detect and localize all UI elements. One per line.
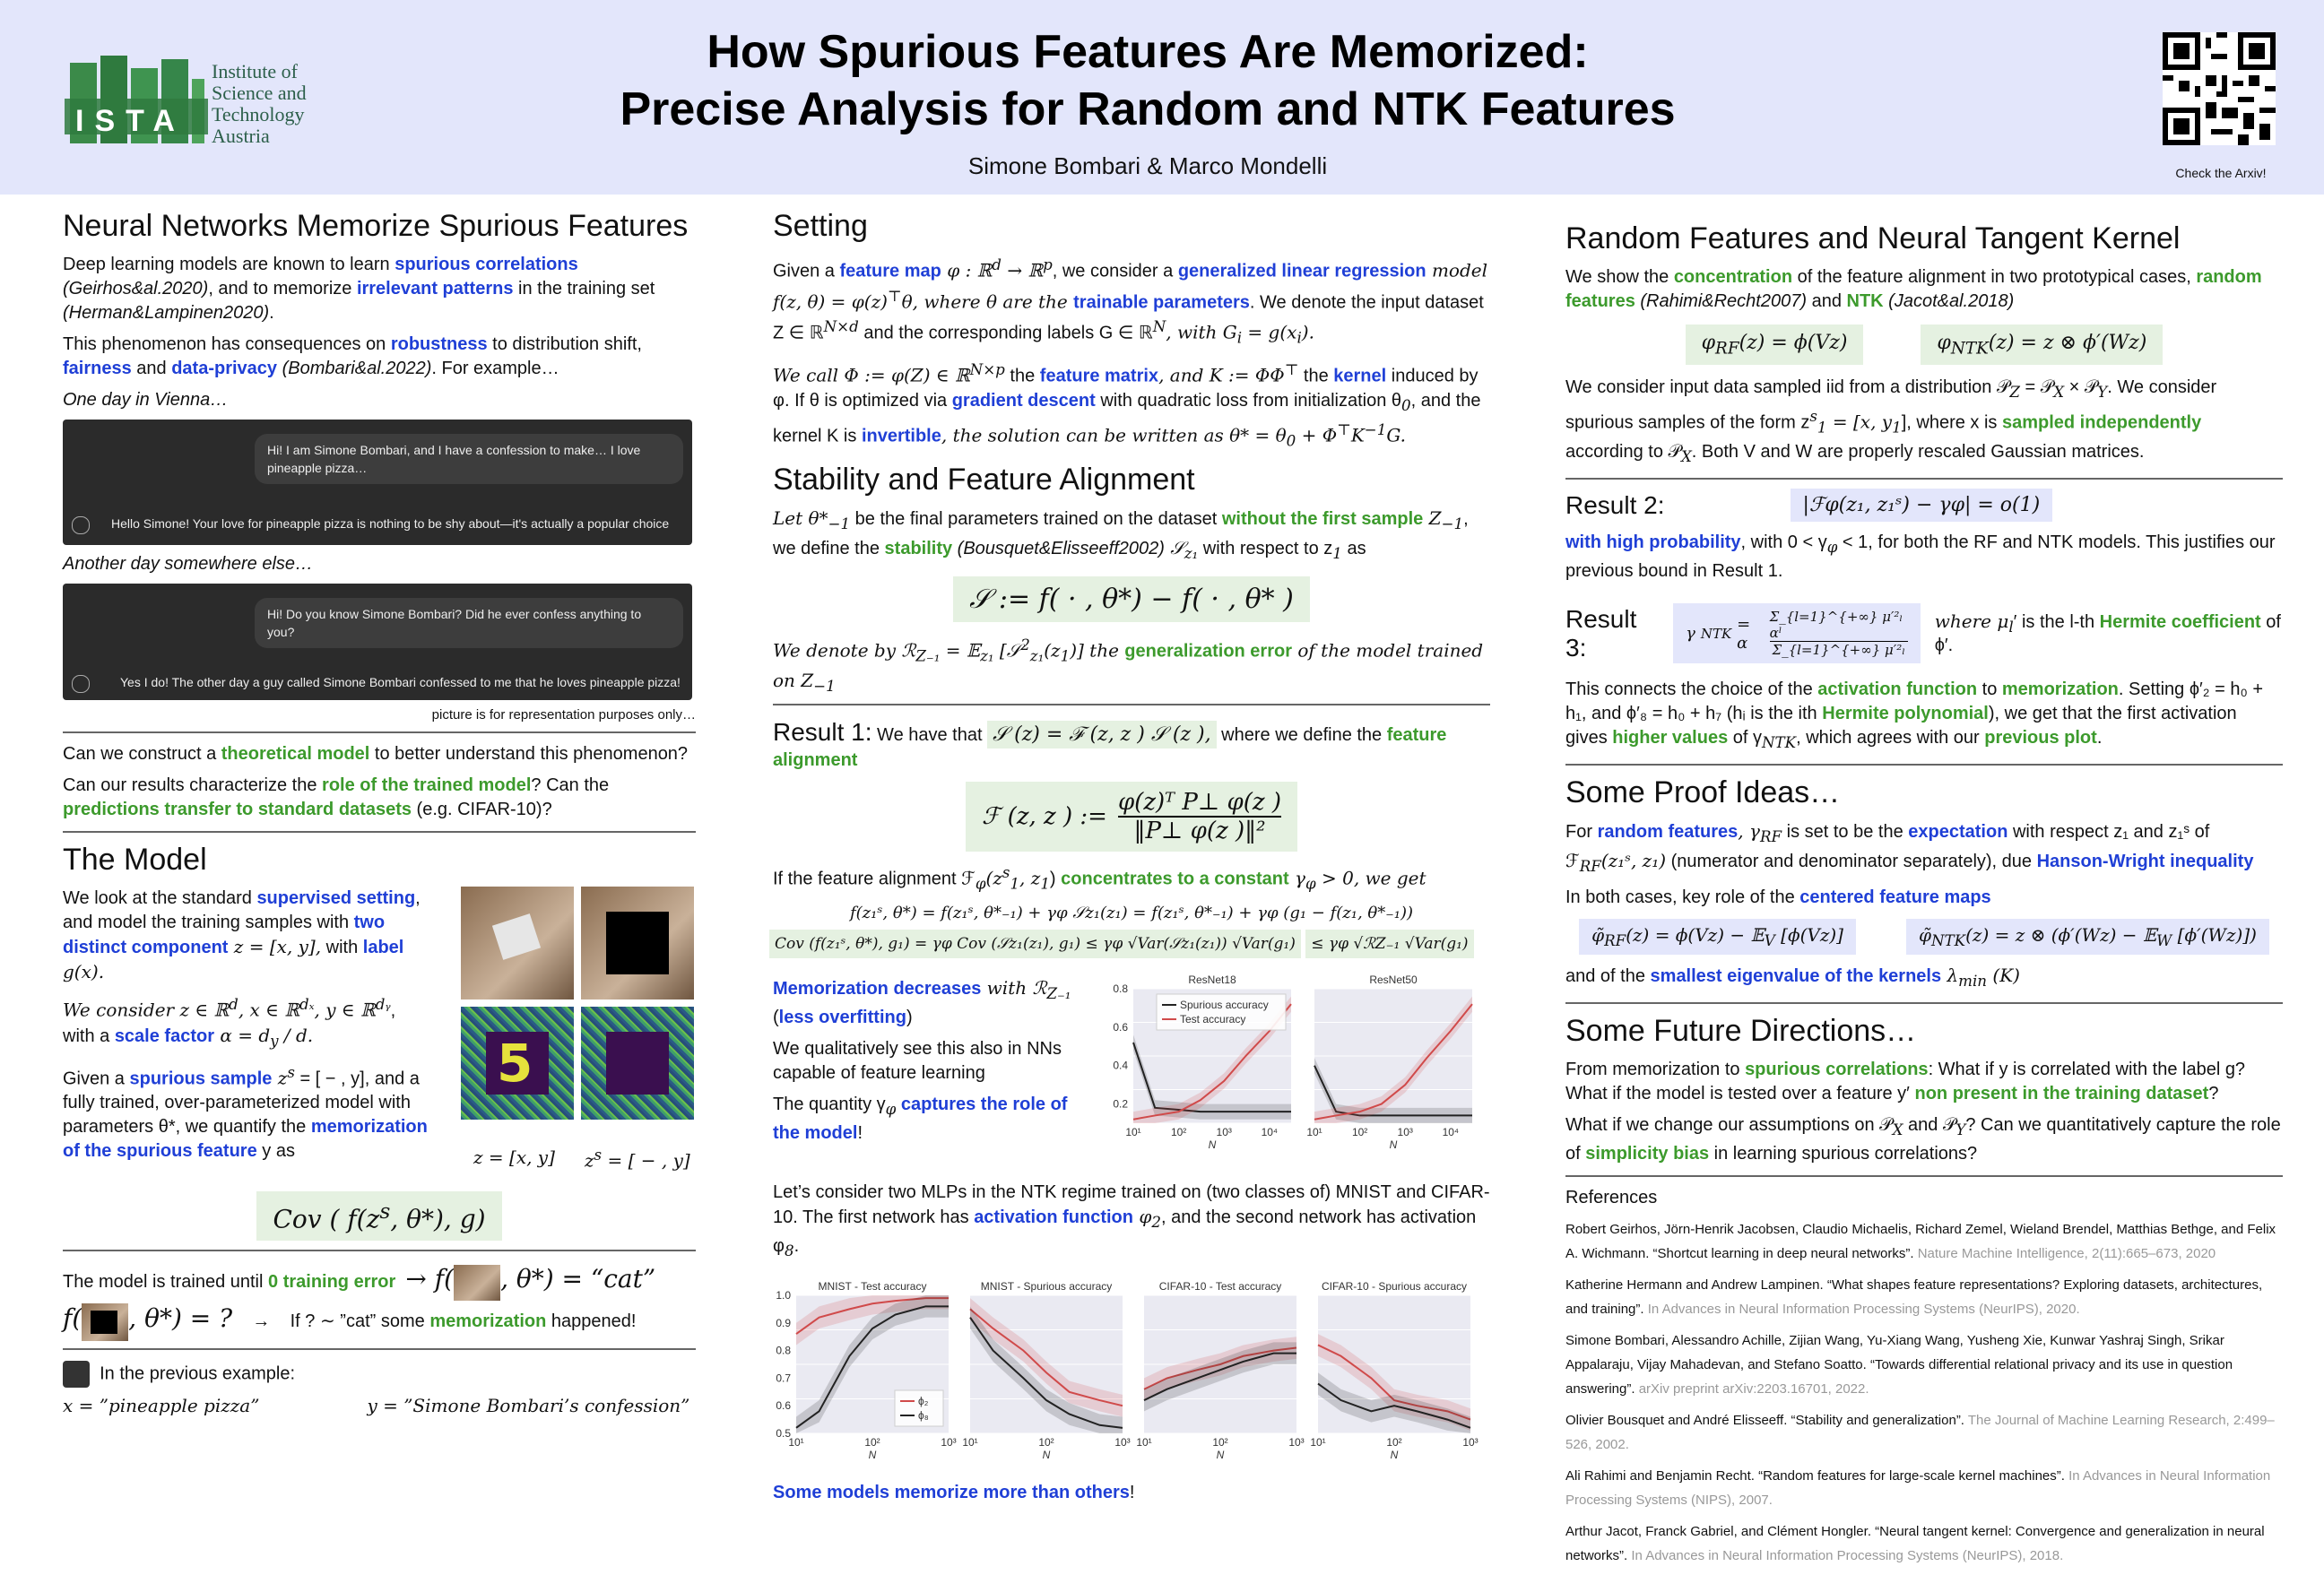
reference-item: Ali Rahimi and Benjamin Recht. “Random features for large-scale kernel machines”. In Advances in Neural Information Processing Systems (NIPS), 2007. <box>1565 1468 2271 1509</box>
poster-title: How Spurious Features Are Memorized: Precise Analysis for Random and NTK Features <box>620 26 1676 135</box>
model-block <box>63 887 696 1182</box>
elsewhere-caption: Another day somewhere else… <box>63 554 314 574</box>
example-images <box>461 887 696 1129</box>
chart-title: MNIST - Test accuracy <box>818 1279 927 1293</box>
x-tick-label: 10¹ <box>788 1435 804 1449</box>
rf-equation: $\varphi_{RF}(z) = \phi(Vz)$ <box>1686 325 1864 365</box>
rf-paragraph-2: We consider input data sampled iid from a distribution 𝒫$_Z$ = 𝒫$_X$ × 𝒫$_Y$. We consider spurious samples of the form $z^s_1 = [x$, $y_1$], where x is sampled independently according to 𝒫$_X$. Both V and W are properly rescaled Gaussian matrices. <box>1565 377 2217 466</box>
cat-image-masked <box>581 887 694 1000</box>
y-tick-label: 1.0 <box>776 1288 791 1302</box>
result-3: Result 3: γ NTK = α Σ_{l=1}^{+∞} μ′²ₗ αˡ Σ_{l=1}^{+∞} μ′²ₗ where $\mu_l'$ is the l-th Hermite coefficient of ϕ′. <box>1565 603 2283 663</box>
y-tick-label: 0.4 <box>1113 1059 1128 1072</box>
long-equation-1: f(z₁ˢ, θ*) = f(z₁ˢ, θ*₋₁) + γφ 𝒮z₁(z₁) = f(z₁ˢ, θ*₋₁) + γφ (g₁ − f(z₁, θ*₋₁)) <box>849 903 1414 922</box>
column-left <box>63 208 696 1416</box>
section-title-proof: Some Proof Ideas… <box>1565 775 1841 810</box>
cat-thumbnail <box>454 1265 500 1301</box>
result-2-equation: |ℱφ(z₁, z₁ˢ) − γφ| = o(1) <box>1791 489 2053 522</box>
divider <box>63 831 696 833</box>
section-title-stability: Stability and Feature Alignment <box>773 463 1195 498</box>
chart-panel <box>776 1280 956 1461</box>
chart-title: MNIST - Spurious accuracy <box>980 1279 1113 1293</box>
rf-paragraph-1: We show the concentration of the feature alignment in two prototypical cases, random features (Rahimi&Recht2007) and NTK (Jacot&al.2018) <box>1565 267 2262 311</box>
divider <box>1565 764 2283 766</box>
chart-panel <box>1310 1280 1478 1461</box>
mlp-paragraph: Let’s consider two MLPs in the NTK regime trained on (two classes of) MNIST and CIFAR-10. The first network has activation function $\varphi_2$, and the second network has activation $\varphi_8$. <box>773 1181 1490 1259</box>
assistant-avatar-icon <box>72 675 90 693</box>
ntk-equation: $\varphi_{NTK}(z) = z$ ⊗ ϕ′(Wz) <box>1921 325 2163 365</box>
divider <box>63 1250 696 1251</box>
column-middle <box>773 208 1490 1512</box>
closing-line: Some models memorize more than others! <box>773 1482 1135 1502</box>
proof-paragraph-2: In both cases, key role of the centered feature maps <box>1565 887 1991 908</box>
proof-paragraph-3: and of the smallest eigenvalue of the kernels $\lambda_{min}$ (K) <box>1565 965 2020 991</box>
divider <box>63 1348 696 1350</box>
vienna-caption: One day in Vienna… <box>63 390 229 410</box>
logo-letters: ISTA <box>75 104 186 138</box>
memorization-line: f( , θ*) = ? → If ? ∼ ”cat” some memorization happened! <box>63 1298 696 1339</box>
chart-legend <box>895 1390 943 1426</box>
divider <box>1565 1002 2283 1004</box>
cov-equation-wrap <box>63 1191 696 1241</box>
chat-1-bot-message: Hello Simone! Your love for pineapple pizza is nothing to be shy about—it's actually a popular choice <box>111 516 670 531</box>
ista-logo <box>65 52 351 151</box>
centered-ntk-equation: $\varphĩ_{NTK}(z) = z$ ⊗ (ϕ′(Wz) − 𝔼$_W$ [ϕ′(Wz)]) <box>1906 919 2269 955</box>
centered-rf-equation: $\varphĩ_{RF}(z) = \phi(Vz)$ − 𝔼$_V$ [ϕ(Vz)] <box>1579 919 1856 955</box>
x-tick-label: 10² <box>1170 1125 1187 1138</box>
x-tick-label: 10⁴ <box>1261 1125 1279 1138</box>
x-tick-label: 10⁴ <box>1442 1125 1460 1138</box>
mlp-charts <box>773 1274 1490 1471</box>
x-axis-label: N <box>1216 1448 1225 1461</box>
image-caption-full: z = [x, y] <box>473 1147 555 1168</box>
x-tick-label: 10³ <box>1397 1125 1413 1138</box>
assistant-logo-icon <box>63 1361 90 1388</box>
x-tick-label: 10¹ <box>1125 1125 1141 1138</box>
chart-title: CIFAR-10 - Test accuracy <box>1158 1279 1282 1293</box>
x-axis-label: N <box>1390 1448 1399 1461</box>
section-title-rf-ntk: Random Features and Neural Tangent Kernel <box>1565 221 2181 255</box>
chat-1-user-message: Hi! I am Simone Bombari, and I have a confession to make… I love pineapple pizza… <box>255 434 683 484</box>
x-tick-label: 10¹ <box>1310 1435 1326 1449</box>
stability-paragraph: Let $\theta*_{-1}$ be the final parameters trained on the dataset without the first sample $Z_{-1}$, we define the stability (Bousquet&Elisseeff2002) 𝒮$_{z_1}$ with respect to $z_1$ as <box>773 507 1469 563</box>
y-tick-label: 0.8 <box>776 1344 791 1357</box>
generalization-paragraph: We denote by ℛ$_{Z_{-1}}$ = 𝔼$_{z_1}$ $[𝒮^2_{z_1}(z_1)]$ the generalization error of the model trained on $Z_{-1}$ <box>773 633 1490 705</box>
stability-equation-wrap <box>773 576 1490 622</box>
divider <box>1565 1175 2283 1177</box>
chart-title: ResNet50 <box>1369 973 1418 986</box>
reference-item: Robert Geirhos, Jörn-Henrik Jacobsen, Claudio Michaelis, Richard Zemel, Wieland Brendel, Matthias Bethge, and Felix A. Wichmann. “Shortcut learning in deep neural networks”. Nature Machine Intelligence, 2(11):665–673, 2020 <box>1565 1222 2276 1262</box>
concentration-paragraph: If the feature alignment $ℱ_\varphi(z^s_1$, $z_1$) concentrates to a constant $\gamma_\varphi > 0$, we get <box>773 863 1426 893</box>
chart-title: ResNet18 <box>1188 973 1236 986</box>
result-1: Result 1: We have that 𝒮 (z) = ℱ (z, z ) 𝒮 (z ), where we define the feature alignment <box>773 717 1447 770</box>
chart-title: CIFAR-10 - Spurious accuracy <box>1321 1279 1468 1293</box>
authors: Simone Bombari & Marco Mondelli <box>967 152 1328 179</box>
x-tick-label: 10³ <box>1216 1125 1232 1138</box>
y-tick-label: 0.7 <box>776 1371 791 1384</box>
x-tick-label: 10² <box>1038 1435 1054 1449</box>
previous-example: In the previous example: <box>63 1361 696 1388</box>
question-1: Can we construct a theoretical model to better understand this phenomenon? <box>63 744 689 764</box>
reference-item: Olivier Bousquet and André Elisseeff. “Stability and generalization”. The Journal of Machine Learning Research, 2:499–526, 2002. <box>1565 1413 2275 1453</box>
x-tick-label: 10² <box>1212 1435 1228 1449</box>
feature-alignment-equation-wrap <box>773 782 1490 852</box>
legend-label: ϕ₂ <box>918 1394 929 1407</box>
cat-thumbnail-masked <box>82 1303 128 1341</box>
y-tick-label: 0.6 <box>1113 1020 1128 1034</box>
chat-2-user-message: Hi! Do you know Simone Bombari? Did he ever confess anything to you? <box>255 598 683 648</box>
chat-example-1 <box>63 420 692 545</box>
x-tick-label: 10² <box>1351 1125 1368 1138</box>
y-tick-label: 0.5 <box>776 1426 791 1440</box>
example-values: x = ”pineapple pizza” y = ”Simone Bombari’s confession” <box>63 1395 690 1417</box>
assistant-avatar-icon <box>72 516 90 534</box>
reference-item: Arthur Jacot, Franck Gabriel, and Clément Hongler. “Neural tangent kernel: Convergence and generalization in neural networks”. In Advances in Neural Information Processing Systems (NeurIPS), 2018. <box>1565 1524 2265 1564</box>
stability-equation: 𝒮 := f( · , θ*) − f( · , θ* ) <box>953 576 1310 622</box>
legend-label: ϕ₈ <box>918 1408 929 1422</box>
setting-paragraph-1: Given a feature map φ : ℝ$^d$ → ℝ$^p$, we consider a generalized linear regression model f(z, θ) = φ(z)⊤θ, where θ are the trainable parameters. We denote the input dataset Z ∈ ℝ$^{N\times d}$ and the corresponding labels G ∈ ℝ$^N$, with $G_i = g(x_i)$. <box>773 256 1487 347</box>
cov-equation: Cov ( $f(z^s$, θ*), g) <box>256 1191 501 1241</box>
y-tick-label: 0.6 <box>776 1398 791 1412</box>
section-title-future: Some Future Directions… <box>1565 1014 1917 1049</box>
section-title-model: The Model <box>63 843 207 877</box>
image-caption-spurious: $z^s$ = [ − , y] <box>585 1147 690 1172</box>
result-3-equation: γ NTK = α Σ_{l=1}^{+∞} μ′²ₗ αˡ Σ_{l=1}^{+∞} μ′²ₗ <box>1673 603 1921 663</box>
chart-panel <box>1113 974 1291 1151</box>
feature-alignment-equation: ℱ (z, z ) := φ(z)ᵀ P⊥ φ(z ) ‖P⊥ φ(z )‖² <box>966 782 1297 852</box>
cat-image <box>461 887 574 1000</box>
references-list <box>1565 1217 2283 1568</box>
y-tick-label: 0.8 <box>1113 982 1128 995</box>
x-tick-label: 10¹ <box>1136 1435 1152 1449</box>
chart-panel <box>1136 1280 1304 1461</box>
y-tick-label: 0.9 <box>776 1316 791 1329</box>
paragraph-intro: Deep learning models are known to learn spurious correlations (Geirhos&al.2020), and to memorize irrelevant patterns in the training set (Herman&Lampinen2020). <box>63 255 655 323</box>
x-tick-label: 10³ <box>1462 1435 1479 1449</box>
poster-header <box>0 0 2324 195</box>
x-axis-label: N <box>1042 1448 1051 1461</box>
memorization-block <box>773 973 1490 1164</box>
divider <box>1565 478 2283 480</box>
section-title-setting: Setting <box>773 209 868 243</box>
question-2: Can our results characterize the role of the trained model? Can the predictions transfer to standard datasets (e.g. CIFAR-10)? <box>63 775 610 819</box>
x-tick-label: 10³ <box>941 1435 957 1449</box>
column-right <box>1565 208 2283 1575</box>
resnet-charts <box>1103 965 1490 1163</box>
logo-institution-name: Institute of Science and Technology Austria <box>212 60 307 147</box>
result-2-text: with high probability, with $0 < \gamma_\varphi < 1$, for both the RF and NTK models. This justifies our previous bound in Result 1. <box>1565 532 2276 582</box>
chat-2-bot-message: Yes I do! The other day a guy called Simone Bombari confessed to me that he loves pineapple pizza! <box>120 675 681 689</box>
setting-paragraph-2: We call Φ := φ(Z) ∈ ℝ$^{N\times p}$ the feature matrix, and K := ΦΦ⊤ the kernel induced by φ. If θ is optimized via gradient descent with quadratic loss from initialization $\theta_0$, and the kernel K is invertible, the solution can be written as $\theta* = \theta_0 + \Phi^⊤K^{-1}G$. <box>773 360 1481 450</box>
legend-label: Test accuracy <box>1180 1012 1246 1025</box>
model-text: We look at the standard supervised setting, and model the training samples with two distinct component z = [x, y], with label g(x). We consider z ∈ ℝ$^d$, x ∈ ℝ$^{d_x}$, y ∈ ℝ$^{dᵧ}$, with a scale factor $\alpha = d_y / d$. Given a spurious sample $z^s$ = [ − , y], and a fully trained, over-parameterized model with parameters θ*, we quantify the memorization of the spurious feature y as <box>63 888 428 1162</box>
proof-paragraph-1: For random features, $\gamma_{RF}$ is set to be the expectation with respect z₁ and z₁ˢ of ℱ$_{RF}$(z₁ˢ, z₁) (numerator and denominator separately), due Hanson-Wright inequality <box>1565 820 2254 876</box>
x-tick-label: 10³ <box>1114 1435 1131 1449</box>
future-paragraph-1: From memorization to spurious correlations: What if y is correlated with the label g? What if the model is tested over a feature y′ non present in the training dataset? <box>1565 1060 2246 1104</box>
chat-example-2 <box>63 584 692 700</box>
mnist-image: 5 <box>461 1007 574 1120</box>
reference-item: Katherine Hermann and Andrew Lampinen. “What shapes feature representations? Exploring datasets, architectures, and training”. In Advances in Neural Information Processing Systems (NeurIPS), 2020. <box>1565 1277 2263 1318</box>
x-tick-label: 10¹ <box>1306 1125 1322 1138</box>
paragraph-consequences: This phenomenon has consequences on robustness to distribution shift, fairness and data-privacy (Bombari&al.2022). For example… <box>63 334 642 378</box>
x-tick-label: 10² <box>1386 1435 1402 1449</box>
qr-code-icon[interactable] <box>2163 32 2276 145</box>
references-title: References <box>1565 1188 1658 1208</box>
result-2: Result 2: |ℱφ(z₁, z₁ˢ) − γφ| = o(1) <box>1565 489 2283 522</box>
mnist-image-masked <box>581 1007 694 1120</box>
representation-note: picture is for representation purposes only… <box>431 707 696 723</box>
x-tick-label: 10² <box>864 1435 880 1449</box>
x-tick-label: 10³ <box>1288 1435 1305 1449</box>
qr-label: Check the Arxiv! <box>2175 166 2267 180</box>
y-tick-label: 0.2 <box>1113 1097 1128 1111</box>
x-axis-label: N <box>1389 1138 1398 1151</box>
x-axis-label: N <box>868 1448 877 1461</box>
future-paragraph-2: What if we change our assumptions on 𝒫$_X$ and 𝒫$_Y$? Can we quantitatively capture the role of simplicity bias in learning spurious correlations? <box>1565 1115 2281 1164</box>
memorization-text: Memorization decreases with ℛ$_{Z_{-1}}$ (less overfitting) We qualitatively see this also in NNs capable of feature learning The quantity $\gamma_\varphi$ captures the role of the model! <box>773 976 1071 1143</box>
chart-panel <box>962 1280 1130 1461</box>
legend-label: Spurious accuracy <box>1180 998 1269 1011</box>
section-title-memorize: Neural Networks Memorize Spurious Features <box>63 209 689 243</box>
chart-legend <box>1157 994 1286 1030</box>
x-tick-label: 10¹ <box>962 1435 978 1449</box>
centered-feature-equations <box>1565 919 2283 955</box>
x-axis-label: N <box>1208 1138 1217 1151</box>
reference-item: Simone Bombari, Alessandro Achille, Zijian Wang, Yu-Xiang Wang, Yusheng Xie, Kunwar Yashraj Singh, Srikar Appalaraju, Vijay Mahadevan, and Stefano Soatto. “Towards differential relational privacy and its use in question answering”. arXiv preprint arXiv:2203.16701, 2022. <box>1565 1333 2233 1398</box>
connection-paragraph: This connects the choice of the activation function to memorization. Setting ϕ′₂ = h₀ + h₁, and ϕ′₈ = h₀ + h₇ (hᵢ is the ith Hermite polynomial), we get that the first activation gives higher values of $\gamma_{NTK}$, which agrees with our previous plot. <box>1565 679 2264 752</box>
divider <box>63 731 696 733</box>
chart-panel <box>1306 974 1472 1151</box>
long-equation-2: Cov (f(z₁ˢ, θ*), g₁) = γφ Cov (𝒮z₁(z₁), g₁) ≤ γφ √Var(𝒮z₁(z₁)) √Var(g₁) ≤ γφ √ℛZ₋₁ √Var(g₁) <box>769 930 1490 958</box>
training-line: The model is trained until 0 training error → f( , θ*) = “cat” <box>63 1260 696 1298</box>
feature-map-equations <box>1565 325 2283 365</box>
